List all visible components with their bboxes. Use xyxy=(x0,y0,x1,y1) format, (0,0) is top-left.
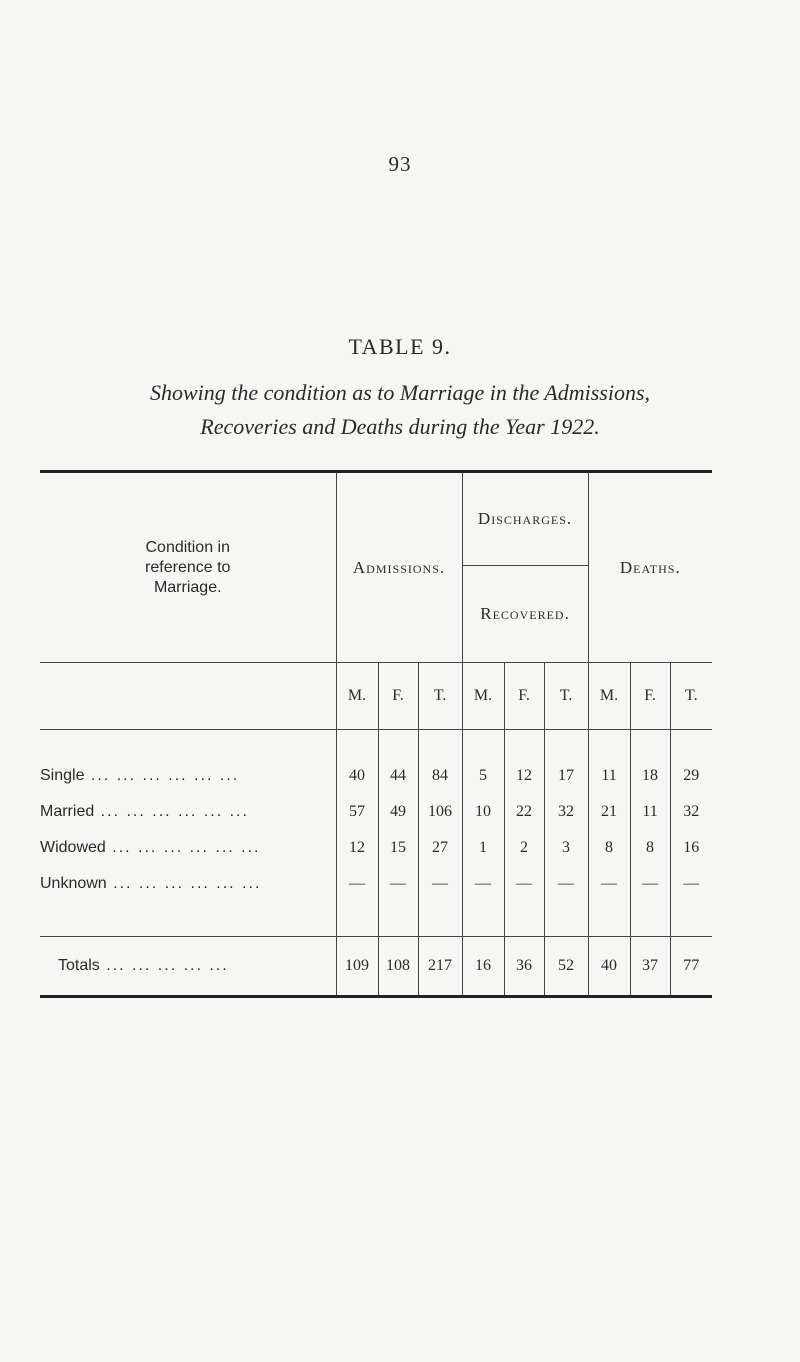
table-cell: — xyxy=(544,866,588,902)
column-header-deaths-t: T. xyxy=(670,663,712,730)
spacer-row xyxy=(40,730,712,759)
subtitle-line-2: Recoveries and Deaths during the Year 1922. xyxy=(200,414,600,439)
table-cell: — xyxy=(630,866,670,902)
table-cell: 11 xyxy=(630,794,670,830)
table-cell: 57 xyxy=(336,794,378,830)
total-cell: 16 xyxy=(462,937,504,997)
table-subtitle xyxy=(0,376,800,444)
table-cell: — xyxy=(683,875,700,892)
total-cell: 37 xyxy=(630,937,670,997)
table-cell: 16 xyxy=(683,839,700,856)
discharges-header: Discharges. xyxy=(462,472,588,566)
column-header-admissions-m: M. xyxy=(336,663,378,730)
spacer-row xyxy=(40,902,712,937)
table-cell: — xyxy=(378,866,418,902)
table-row xyxy=(40,758,712,794)
total-cell: 77 xyxy=(670,937,712,997)
table-cell: 84 xyxy=(418,758,462,794)
table-cell: 29 xyxy=(683,767,700,784)
condition-header-line-1: Condition in xyxy=(145,538,230,556)
row-label-single: Single ... ... ... ... ... ... xyxy=(40,758,336,794)
table-cell: 44 xyxy=(378,758,418,794)
table-cell: 40 xyxy=(336,758,378,794)
table-cell: 8 xyxy=(630,830,670,866)
column-header-recovered-m: M. xyxy=(462,663,504,730)
column-header-recovered-t: T. xyxy=(544,663,588,730)
table-cell: — xyxy=(418,866,462,902)
table-cell: 1 xyxy=(462,830,504,866)
page-number: 93 xyxy=(388,152,412,176)
table-cell: 49 xyxy=(378,794,418,830)
table-cell: 2 xyxy=(504,830,544,866)
table-cell: 106 xyxy=(418,794,462,830)
table-cell: 10 xyxy=(462,794,504,830)
marriage-condition-table xyxy=(40,470,712,998)
column-header-blank xyxy=(40,663,336,730)
column-header-recovered-f: F. xyxy=(504,663,544,730)
total-cell: 40 xyxy=(588,937,630,997)
recovered-header: Recovered. xyxy=(462,566,588,663)
condition-header xyxy=(40,472,336,663)
column-header-deaths-f: F. xyxy=(630,663,670,730)
table-title: TABLE 9. xyxy=(348,334,452,359)
table-cell: — xyxy=(462,866,504,902)
column-header-deaths-m: M. xyxy=(588,663,630,730)
table-cell: 21 xyxy=(588,794,630,830)
table-cell: 32 xyxy=(544,794,588,830)
total-cell: 52 xyxy=(544,937,588,997)
total-cell: 36 xyxy=(504,937,544,997)
totals-row xyxy=(40,937,712,997)
row-label-married: Married ... ... ... ... ... ... xyxy=(40,794,336,830)
table-cell: — xyxy=(504,866,544,902)
row-label-totals: Totals ... ... ... ... ... xyxy=(40,937,336,997)
column-header-admissions-f: F. xyxy=(378,663,418,730)
deaths-header: Deaths. xyxy=(619,557,681,577)
total-cell: 109 xyxy=(336,937,378,997)
marriage-table-container xyxy=(40,470,712,998)
condition-header-line-2: reference to xyxy=(145,558,231,576)
table-cell: 3 xyxy=(544,830,588,866)
table-cell: 11 xyxy=(588,758,630,794)
table-cell: 22 xyxy=(504,794,544,830)
table-cell: 27 xyxy=(418,830,462,866)
table-cell: 12 xyxy=(336,830,378,866)
header-row-groups xyxy=(40,472,712,566)
row-label-unknown: Unknown ... ... ... ... ... ... xyxy=(40,866,336,902)
total-cell: 108 xyxy=(378,937,418,997)
table-cell: 32 xyxy=(683,803,700,820)
subtitle-line-1: Showing the condition as to Marriage in the Admissions, xyxy=(149,380,651,405)
total-cell: 217 xyxy=(418,937,462,997)
table-cell: 18 xyxy=(630,758,670,794)
table-cell: 17 xyxy=(544,758,588,794)
row-label-widowed: Widowed ... ... ... ... ... ... xyxy=(40,830,336,866)
table-row xyxy=(40,794,712,830)
table-cell: 5 xyxy=(462,758,504,794)
column-header-admissions-t: T. xyxy=(418,663,462,730)
table-cell: 15 xyxy=(378,830,418,866)
header-row-columns xyxy=(40,663,712,730)
table-row xyxy=(40,866,712,902)
condition-header-line-3: Marriage. xyxy=(153,578,222,596)
table-cell: 12 xyxy=(504,758,544,794)
table-cell: 8 xyxy=(588,830,630,866)
table-cell: — xyxy=(588,866,630,902)
table-cell: — xyxy=(336,866,378,902)
admissions-header: Admissions. xyxy=(336,472,462,663)
table-row xyxy=(40,830,712,866)
